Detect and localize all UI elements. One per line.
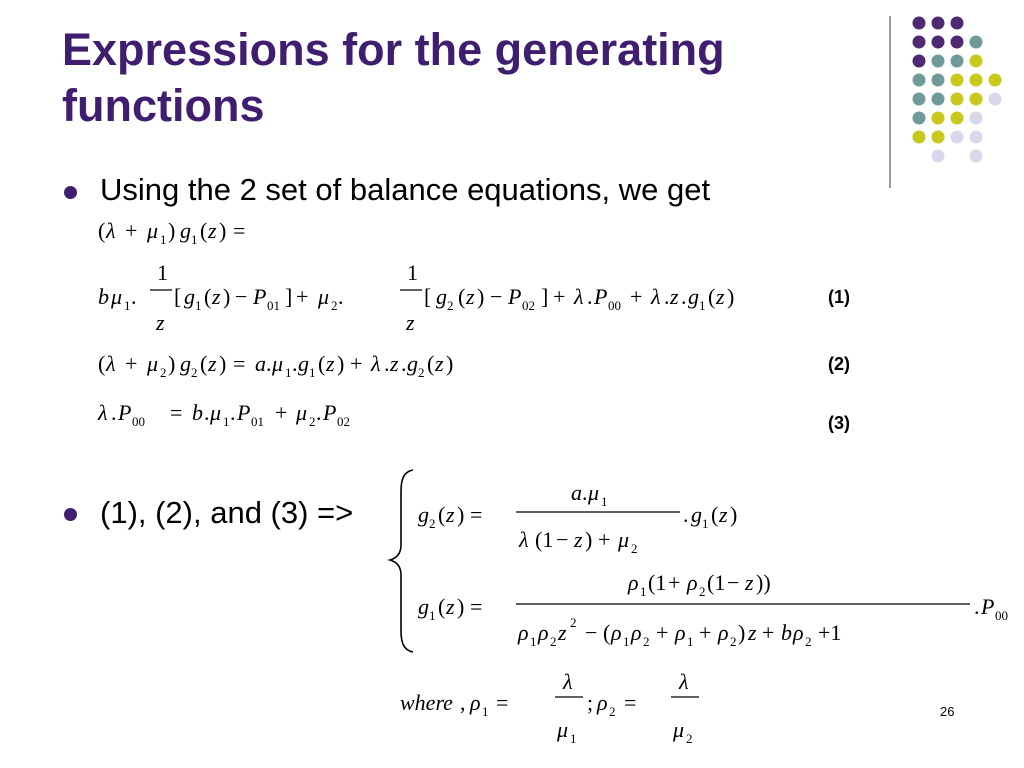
svg-text:1: 1 xyxy=(309,365,316,380)
svg-text:+: + xyxy=(553,284,566,309)
svg-text:): ) xyxy=(223,284,231,309)
svg-text:): ) xyxy=(738,620,746,645)
svg-text:.: . xyxy=(131,284,137,309)
svg-text:(: ( xyxy=(427,351,435,376)
svg-text:]: ] xyxy=(285,284,293,309)
svg-text:): ) xyxy=(457,594,465,619)
svg-text:+: + xyxy=(656,620,669,645)
svg-text:λ: λ xyxy=(106,351,116,376)
svg-text:P: P xyxy=(323,400,337,425)
equation-line-1 xyxy=(98,260,734,335)
svg-text:): ) xyxy=(168,218,176,243)
svg-text:z: z xyxy=(719,502,728,527)
svg-text:g: g xyxy=(407,351,418,376)
svg-text:μ: μ xyxy=(318,284,330,309)
svg-text:z: z xyxy=(748,620,757,645)
svg-text:ρ: ρ xyxy=(538,620,549,645)
svg-text:[: [ xyxy=(174,284,182,309)
svg-text:λ: λ xyxy=(519,527,529,552)
equation-g1 xyxy=(418,570,1008,649)
svg-text:g: g xyxy=(184,284,195,309)
svg-text:=: = xyxy=(170,400,183,425)
svg-text:g: g xyxy=(418,502,429,527)
svg-text:z: z xyxy=(156,310,165,335)
svg-text:00: 00 xyxy=(995,608,1008,623)
svg-text:1: 1 xyxy=(601,494,608,509)
svg-text:01: 01 xyxy=(251,414,264,429)
svg-text:2: 2 xyxy=(191,365,198,380)
svg-text:2: 2 xyxy=(429,516,436,531)
equation-tag-3: (3) xyxy=(828,413,850,433)
svg-text:01: 01 xyxy=(267,298,280,313)
svg-text:(: ( xyxy=(438,594,446,619)
svg-text:z: z xyxy=(466,284,475,309)
svg-text:2: 2 xyxy=(686,731,693,746)
svg-text:(: ( xyxy=(603,620,611,645)
svg-text:g: g xyxy=(436,284,447,309)
svg-text:): ) xyxy=(219,218,227,243)
svg-text:where: where xyxy=(400,690,453,715)
svg-text:.: . xyxy=(587,284,593,309)
svg-text:λ: λ xyxy=(98,400,108,425)
svg-text:.: . xyxy=(681,284,687,309)
svg-text:ρ: ρ xyxy=(628,570,639,595)
bullet-text-1: Using the 2 set of balance equations, we get xyxy=(100,172,711,207)
svg-text:02: 02 xyxy=(337,414,350,429)
svg-text:1: 1 xyxy=(530,634,537,649)
svg-text:ρ: ρ xyxy=(597,690,608,715)
svg-text:): ) xyxy=(727,284,735,309)
svg-text:g: g xyxy=(688,284,699,309)
svg-text:2: 2 xyxy=(609,704,616,719)
svg-text:1: 1 xyxy=(191,232,198,247)
svg-text:(1: (1 xyxy=(707,570,726,595)
svg-text:λ: λ xyxy=(563,669,573,694)
svg-text:a: a xyxy=(255,351,266,376)
svg-text:z: z xyxy=(435,351,444,376)
svg-text:z: z xyxy=(390,351,399,376)
svg-text:μ: μ xyxy=(147,351,159,376)
bullet-text-2: (1), (2), and (3) => xyxy=(100,495,354,530)
svg-text:;: ; xyxy=(587,690,594,715)
svg-text:.: . xyxy=(204,400,210,425)
svg-text:(: ( xyxy=(200,351,208,376)
svg-text:g: g xyxy=(298,351,309,376)
svg-text:): ) xyxy=(446,351,454,376)
svg-text:1: 1 xyxy=(124,298,131,313)
svg-text:(: ( xyxy=(98,218,106,243)
svg-text:z: z xyxy=(670,284,679,309)
svg-text:2: 2 xyxy=(447,298,454,313)
svg-text:+: + xyxy=(125,218,138,243)
svg-text:1: 1 xyxy=(407,260,418,285)
svg-text:z: z xyxy=(745,570,754,595)
svg-text:1: 1 xyxy=(640,584,647,599)
svg-text:.: . xyxy=(683,502,689,527)
svg-text:=: = xyxy=(470,502,483,527)
svg-text:+: + xyxy=(699,620,712,645)
svg-text:+: + xyxy=(350,351,363,376)
svg-text:): ) xyxy=(477,284,485,309)
svg-text:z: z xyxy=(446,502,455,527)
svg-text:μ: μ xyxy=(272,351,284,376)
svg-text:+: + xyxy=(630,284,643,309)
svg-text:μ: μ xyxy=(557,717,569,742)
svg-text:λ: λ xyxy=(574,284,584,309)
svg-text:2: 2 xyxy=(699,584,706,599)
svg-text:): ) xyxy=(730,502,738,527)
svg-text:2: 2 xyxy=(309,414,316,429)
svg-text:.: . xyxy=(974,594,980,619)
svg-text:.: . xyxy=(292,351,298,376)
svg-text:(: ( xyxy=(318,351,326,376)
svg-text:−: − xyxy=(585,620,598,645)
svg-text:z: z xyxy=(574,527,583,552)
equation-where xyxy=(400,669,699,746)
svg-text:λ: λ xyxy=(371,351,381,376)
svg-text:+: + xyxy=(296,284,309,309)
svg-text:1: 1 xyxy=(687,634,694,649)
svg-text:(: ( xyxy=(438,502,446,527)
svg-text:]: ] xyxy=(541,284,549,309)
svg-text:+1: +1 xyxy=(818,620,842,645)
svg-text:z: z xyxy=(716,284,725,309)
svg-text:2: 2 xyxy=(160,365,167,380)
svg-text:+: + xyxy=(762,620,775,645)
svg-text:.: . xyxy=(664,284,670,309)
svg-text:ρ: ρ xyxy=(793,620,804,645)
svg-text:.: . xyxy=(316,400,322,425)
equation-tag-2: (2) xyxy=(828,354,850,374)
svg-text:(: ( xyxy=(204,284,212,309)
svg-text:z: z xyxy=(446,594,455,619)
svg-text:g: g xyxy=(180,351,191,376)
svg-text:=: = xyxy=(496,690,509,715)
svg-text:b: b xyxy=(781,620,792,645)
svg-text:02: 02 xyxy=(522,298,535,313)
svg-text:z: z xyxy=(326,351,335,376)
svg-text:00: 00 xyxy=(132,414,145,429)
svg-text:ρ: ρ xyxy=(470,690,481,715)
svg-text:P: P xyxy=(118,400,132,425)
svg-text:P: P xyxy=(594,284,608,309)
svg-text:−: − xyxy=(727,570,740,595)
svg-text:.: . xyxy=(338,284,344,309)
svg-text:z: z xyxy=(406,310,415,335)
svg-text:z: z xyxy=(208,351,217,376)
svg-text:1: 1 xyxy=(623,634,630,649)
svg-text:(1: (1 xyxy=(648,570,667,595)
svg-text:z: z xyxy=(208,218,217,243)
svg-text:)): )) xyxy=(756,570,771,595)
svg-text:(: ( xyxy=(200,218,208,243)
equation-tag-1: (1) xyxy=(828,287,850,307)
svg-text:(1: (1 xyxy=(535,527,554,552)
svg-text:ρ: ρ xyxy=(631,620,642,645)
equation-g2 xyxy=(418,480,737,556)
svg-text:ρ: ρ xyxy=(687,570,698,595)
svg-text:−: − xyxy=(490,284,503,309)
svg-text:+: + xyxy=(275,400,288,425)
svg-text:=: = xyxy=(624,690,637,715)
svg-text:1: 1 xyxy=(570,731,577,746)
svg-text:μ: μ xyxy=(673,717,685,742)
svg-text:.: . xyxy=(230,400,236,425)
svg-text:+: + xyxy=(125,351,138,376)
slide-title: Expressions for the generating functions xyxy=(62,24,725,131)
equation-line-3 xyxy=(97,400,350,429)
equation-line-2 xyxy=(98,351,453,380)
svg-text:ρ: ρ xyxy=(518,620,529,645)
svg-text:−: − xyxy=(556,527,569,552)
svg-text:): ) xyxy=(219,351,227,376)
svg-text:[: [ xyxy=(424,284,432,309)
svg-text:ρ: ρ xyxy=(611,620,622,645)
svg-text:P: P xyxy=(981,594,995,619)
svg-text:P: P xyxy=(253,284,267,309)
svg-text:μ: μ xyxy=(111,284,123,309)
svg-text:00: 00 xyxy=(608,298,621,313)
svg-text:z: z xyxy=(212,284,221,309)
svg-text:1: 1 xyxy=(285,365,292,380)
svg-text:μ: μ xyxy=(588,480,600,505)
svg-text:b: b xyxy=(192,400,203,425)
svg-text:z: z xyxy=(558,620,567,645)
svg-text:μ: μ xyxy=(210,400,222,425)
svg-text:1: 1 xyxy=(482,704,489,719)
equation-line-a xyxy=(98,218,245,247)
svg-text:1: 1 xyxy=(702,516,709,531)
svg-text:=: = xyxy=(233,218,246,243)
left-brace xyxy=(390,470,413,652)
svg-text:1: 1 xyxy=(699,298,706,313)
svg-text:1: 1 xyxy=(223,414,230,429)
svg-text:1: 1 xyxy=(160,232,167,247)
svg-text:): ) xyxy=(585,527,593,552)
svg-text:2: 2 xyxy=(730,634,737,649)
svg-text:1: 1 xyxy=(157,260,168,285)
svg-text:.: . xyxy=(266,351,272,376)
svg-text:b: b xyxy=(98,284,109,309)
svg-text:P: P xyxy=(237,400,251,425)
svg-text:): ) xyxy=(457,502,465,527)
svg-text:P: P xyxy=(508,284,522,309)
svg-text:μ: μ xyxy=(296,400,308,425)
svg-text:=: = xyxy=(233,351,246,376)
svg-text:2: 2 xyxy=(570,615,577,630)
svg-text:a: a xyxy=(571,480,582,505)
svg-text:): ) xyxy=(168,351,176,376)
svg-text:.: . xyxy=(384,351,390,376)
svg-text:ρ: ρ xyxy=(675,620,686,645)
svg-text:λ: λ xyxy=(106,218,116,243)
svg-text:2: 2 xyxy=(805,634,812,649)
svg-text:λ: λ xyxy=(651,284,661,309)
svg-text:g: g xyxy=(691,502,702,527)
svg-text:(: ( xyxy=(711,502,719,527)
svg-text:=: = xyxy=(470,594,483,619)
svg-text:ρ: ρ xyxy=(718,620,729,645)
svg-text:.: . xyxy=(401,351,407,376)
svg-text:(: ( xyxy=(458,284,466,309)
svg-text:(: ( xyxy=(98,351,106,376)
svg-text:2: 2 xyxy=(331,298,338,313)
svg-text:,: , xyxy=(460,690,466,715)
svg-text:g: g xyxy=(180,218,191,243)
svg-text:+: + xyxy=(598,527,611,552)
svg-text:2: 2 xyxy=(418,365,425,380)
svg-text:2: 2 xyxy=(643,634,650,649)
svg-text:μ: μ xyxy=(147,218,159,243)
svg-text:−: − xyxy=(235,284,248,309)
page-number: 26 xyxy=(940,704,955,719)
svg-text:μ: μ xyxy=(618,527,630,552)
svg-text:2: 2 xyxy=(631,541,638,556)
svg-text:+: + xyxy=(668,570,681,595)
svg-text:(: ( xyxy=(708,284,716,309)
svg-text:λ: λ xyxy=(679,669,689,694)
svg-text:2: 2 xyxy=(550,634,557,649)
svg-text:.: . xyxy=(582,480,588,505)
svg-text:): ) xyxy=(337,351,345,376)
svg-text:1: 1 xyxy=(429,608,436,623)
svg-text:g: g xyxy=(418,594,429,619)
svg-text:.: . xyxy=(111,400,117,425)
svg-text:1: 1 xyxy=(195,298,202,313)
